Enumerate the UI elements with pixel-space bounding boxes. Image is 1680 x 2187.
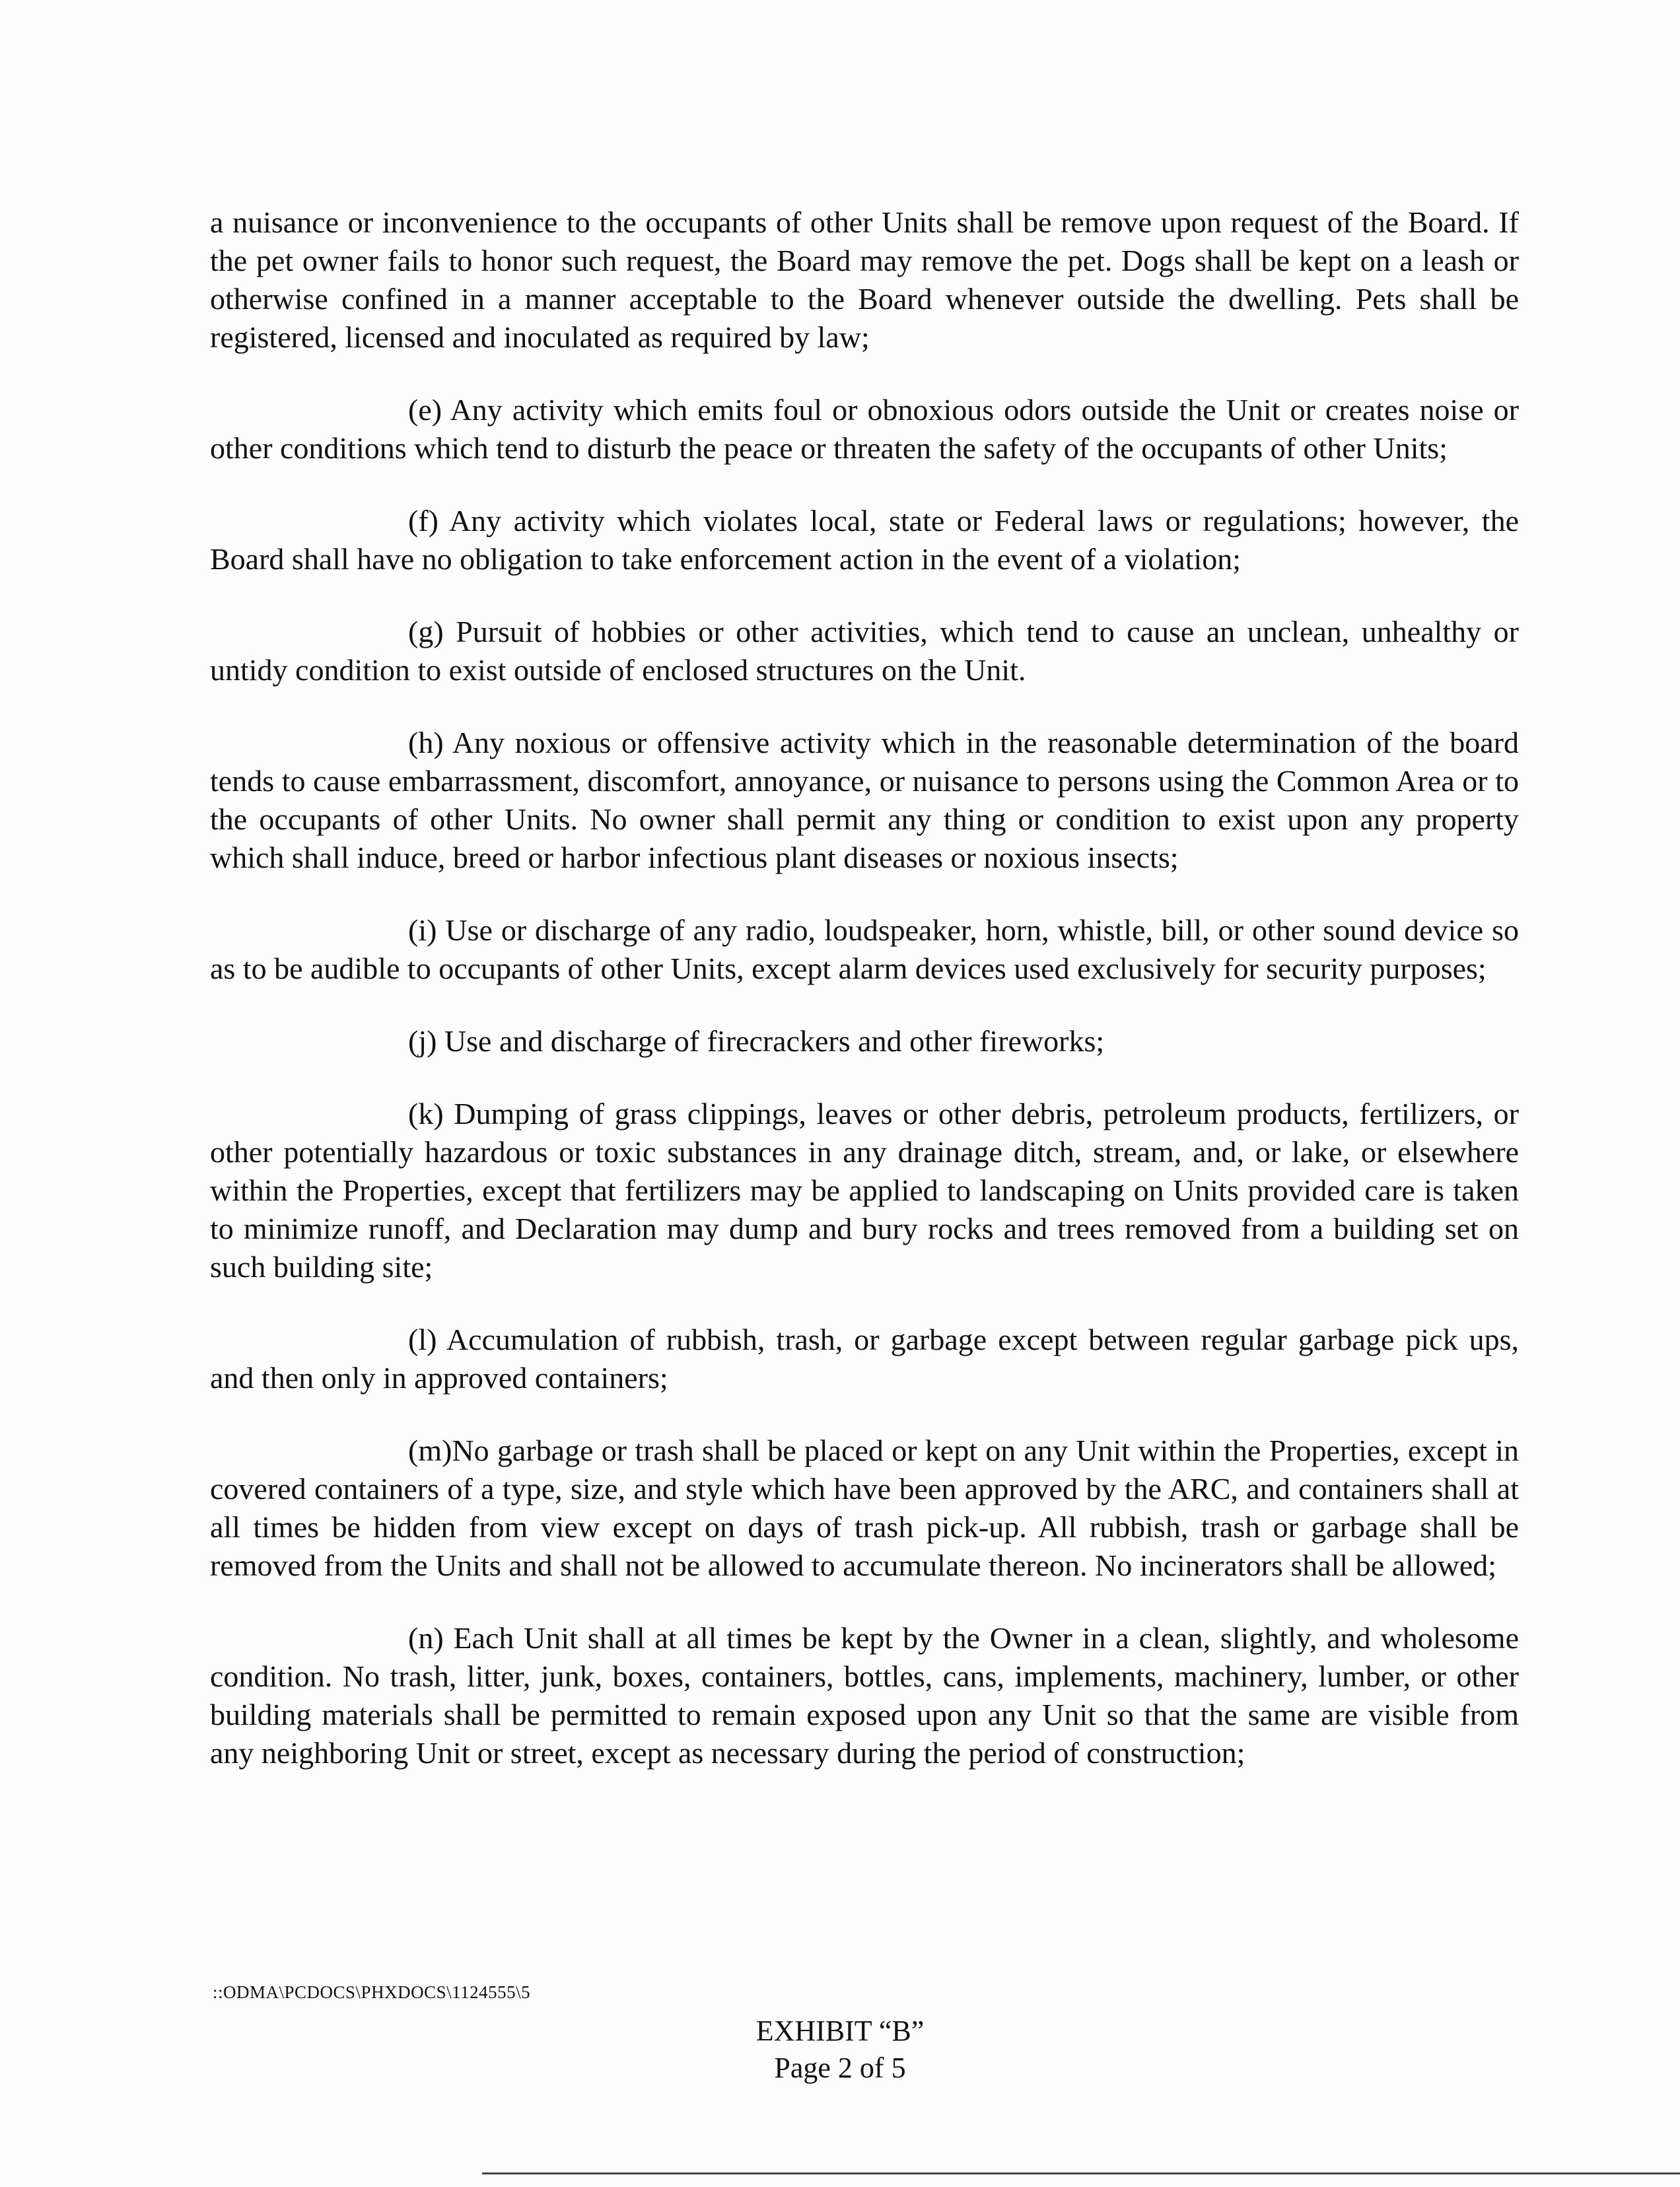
- paragraph-i: (i) Use or discharge of any radio, loudspeaker, horn, whistle, bill, or other sound device so as to be audible to occupants of other Units, except alarm devices used exclusively for security purposes;: [210, 913, 1519, 985]
- paragraph-continuation: a nuisance or inconvenience to the occupants of other Units shall be remove upon request of the Board. If the pet owner fails to honor such request, the Board may remove the pet. Dogs shall be kept on a leash or otherwise confined in a manner acceptable to the Board whenever outside the dwelling. Pets shall be registered, licensed and inoculated as required by law;: [210, 205, 1519, 354]
- exhibit-label: EXHIBIT “B”: [755, 2015, 925, 2047]
- document-body: [210, 203, 1519, 1807]
- paragraph-h: (h) Any noxious or offensive activity which in the reasonable determination of the board tends to cause embarrassment, discomfort, annoyance, or nuisance to persons using the Common Area or to the occupants of other Units. No owner shall permit any thing or condition to exist upon any property which shall induce, breed or harbor infectious plant diseases or noxious insects;: [210, 726, 1519, 874]
- paragraph-e: (e) Any activity which emits foul or obnoxious odors outside the Unit or creates noise or other conditions which tend to disturb the peace or threaten the safety of the occupants of other Units;: [210, 393, 1519, 465]
- paragraph-k: (k) Dumping of grass clippings, leaves or other debris, petroleum products, fertilizers, or other potentially hazardous or toxic substances in any drainage ditch, stream, and, or lake, or elsewhere within the Properties, except that fertilizers may be applied to landscaping on Units provided care is taken to minimize runoff, and Declaration may dump and bury rocks and trees removed from a building set on such building site;: [210, 1097, 1519, 1284]
- exhibit-footer: [0, 2013, 1680, 2087]
- document-path: ::ODMA\PCDOCS\PHXDOCS\1124555\5: [213, 1982, 531, 2002]
- paragraph-n: (n) Each Unit shall at all times be kept by the Owner in a clean, slightly, and wholesome condition. No trash, litter, junk, boxes, containers, bottles, cans, implements, machinery, lumber, or other building materials shall be permitted to remain exposed upon any Unit so that the same are visible from any neighboring Unit or street, except as necessary during the period of construction;: [210, 1621, 1519, 1770]
- paragraph-l: (l) Accumulation of rubbish, trash, or garbage except between regular garbage pick ups, and then only in approved containers;: [210, 1323, 1519, 1395]
- bottom-rule-line: [482, 2172, 1680, 2174]
- paragraph-j: (j) Use and discharge of firecrackers and other fireworks;: [408, 1024, 1105, 1058]
- paragraph-g: (g) Pursuit of hobbies or other activities, which tend to cause an unclean, unhealthy or untidy condition to exist outside of enclosed structures on the Unit.: [210, 615, 1519, 687]
- paragraph-m: (m)No garbage or trash shall be placed or kept on any Unit within the Properties, except in covered containers of a type, size, and style which have been approved by the ARC, and containers shall at all times be hidden from view except on days of trash pick-up. All rubbish, trash or garbage shall be removed from the Units and shall not be allowed to accumulate thereon. No incinerators shall be allowed;: [210, 1434, 1519, 1582]
- paragraph-f: (f) Any activity which violates local, state or Federal laws or regulations; however, the Board shall have no obligation to take enforcement action in the event of a violation;: [210, 504, 1519, 576]
- page-number: Page 2 of 5: [774, 2052, 906, 2084]
